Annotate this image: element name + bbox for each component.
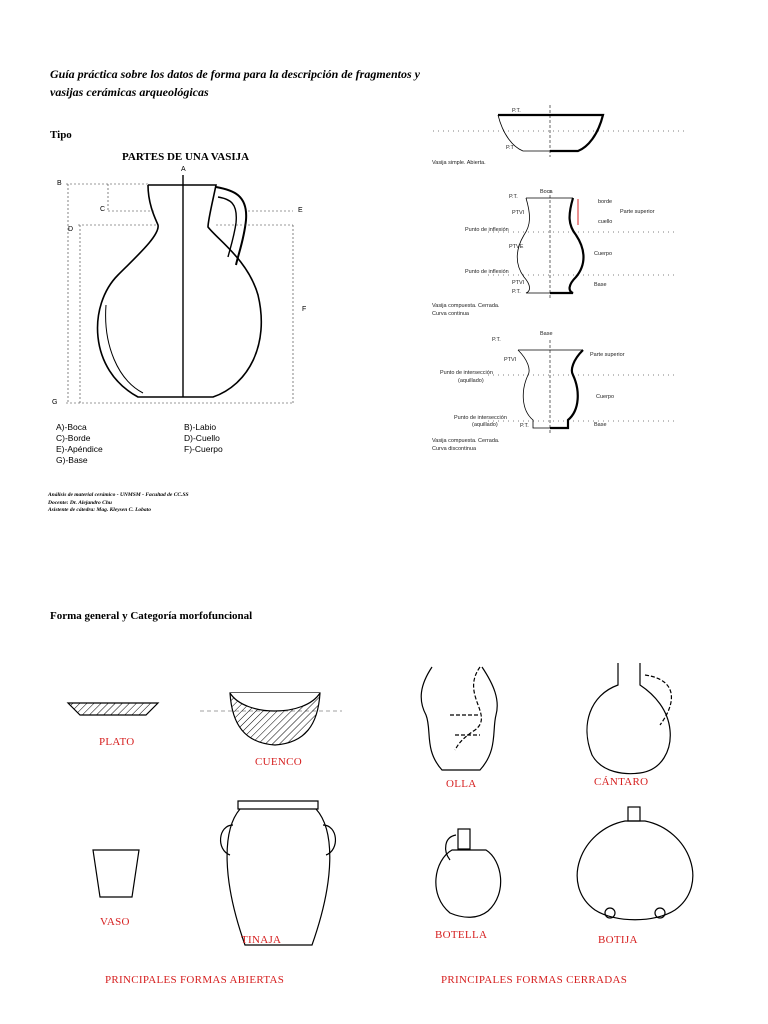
label-cantaro: CÁNTARO [594, 776, 649, 788]
p2-ptvi: PTVI [512, 210, 525, 216]
p3-ptvi: PTVI [504, 357, 517, 363]
label-botella: BOTELLA [435, 929, 488, 941]
p3-base: Base [594, 422, 607, 428]
section-tipo: Tipo [50, 129, 72, 141]
p2-cuello: cuello [598, 219, 613, 225]
p3-aquillado: (aquillado) [458, 378, 484, 384]
p2-borde: borde [598, 199, 613, 205]
p2-base: Base [594, 282, 607, 288]
letter-a: A [181, 166, 186, 173]
legend-right [184, 422, 223, 455]
p3-parte-superior: Parte superior [590, 352, 625, 358]
p3-aquillado-2: (aquillado) [472, 422, 498, 428]
letter-e: E [298, 207, 303, 214]
letter-f: F [302, 306, 307, 313]
credits-line-2: Docente: Dr. Alejandro Chu [48, 499, 112, 506]
legend-borde: C)-Borde [56, 433, 91, 443]
letter-g: G [52, 399, 58, 406]
label-formas-abiertas: PRINCIPALES FORMAS ABIERTAS [105, 974, 285, 986]
p3-punto-interseccion-2: Punto de intersección [454, 415, 507, 421]
p2-ptve: PTVE [509, 244, 524, 250]
vasija-heading: PARTES DE UNA VASIJA [122, 151, 250, 163]
label-formas-cerradas: PRINCIPALES FORMAS CERRADAS [441, 974, 628, 986]
legend-cuerpo: F)-Cuerpo [184, 444, 223, 454]
legend-base: G)-Base [56, 455, 88, 465]
p1-pt-bottom: P.T [506, 145, 514, 151]
p2-caption-2: Curva continua [432, 311, 469, 317]
p3-boca: Base [540, 331, 553, 337]
p2-caption-1: Vasija compuesta. Cerrada. [432, 303, 500, 309]
p3-pt: P.T. [492, 337, 501, 343]
legend-cuello: D)-Cuello [184, 433, 220, 443]
legend-labio: B)-Labio [184, 422, 217, 432]
profile-diagrams [428, 95, 698, 460]
letter-c: C [100, 206, 106, 213]
vasija-diagram [48, 165, 348, 410]
p1-pt-top: P.T. [512, 108, 521, 114]
p2-boca: Boca [540, 189, 553, 195]
p3-cuerpo: Cuerpo [596, 394, 615, 400]
label-vaso: VASO [100, 916, 130, 928]
p2-ptvi-2: PTVI [512, 280, 525, 286]
label-plato: PLATO [99, 736, 135, 748]
label-botija: BOTIJA [598, 934, 638, 946]
forms-illustrations [50, 655, 730, 975]
p2-pt-2: P.T. [512, 289, 521, 295]
letter-d: D [68, 226, 74, 233]
credits-line-1: Análisis de material cerámico - UNMSM - Facultad de CC.SS [48, 492, 189, 498]
p3-caption-2: Curva discontinua [432, 446, 477, 452]
title-line-1: Guía práctica sobre los datos de forma para la descripción de fragmentos y [50, 67, 420, 81]
credits-line-3: Asistente de cátedra: Mag. Kleysen C. Lobato [48, 507, 151, 513]
legend-left [56, 422, 103, 466]
credits [48, 492, 189, 515]
letter-b: B [57, 180, 62, 187]
p2-cuerpo: Cuerpo [594, 251, 613, 257]
legend-apendice: E)-Apéndice [56, 444, 103, 454]
p2-parte-superior: Parte superior [620, 209, 655, 215]
section-forma: Forma general y Categoría morfofuncional [50, 610, 253, 622]
p3-punto-interseccion: Punto de intersección [440, 370, 493, 376]
document-title [50, 65, 420, 101]
legend-boca: A)-Boca [56, 422, 87, 432]
title-line-2: vasijas cerámicas arqueológicas [50, 85, 209, 99]
label-tinaja: TINAJA [241, 934, 282, 946]
p2-punto-inflexion: Punto de inflexión [465, 227, 509, 233]
p3-pt-2: P.T. [520, 423, 529, 429]
label-olla: OLLA [446, 778, 477, 790]
p2-punto-inflexion-2: Punto de inflexión [465, 269, 509, 275]
p2-pt: P.T. [509, 194, 518, 200]
p1-caption: Vasija simple. Abierta. [432, 160, 486, 166]
p3-caption-1: Vasija compuesta. Cerrada. [432, 438, 500, 444]
label-cuenco: CUENCO [255, 756, 303, 768]
